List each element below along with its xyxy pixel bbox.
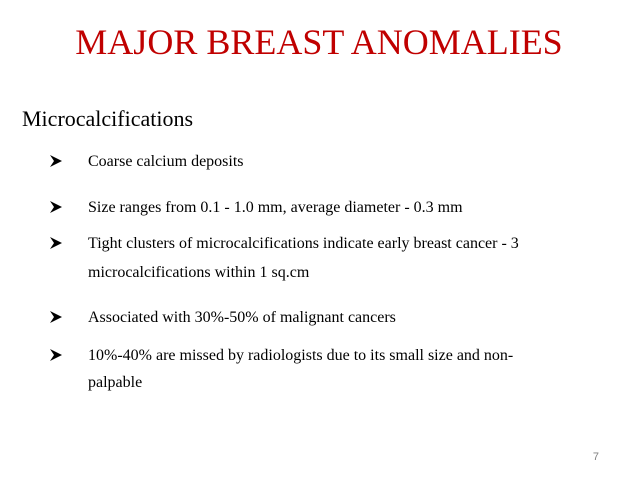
bullet-text-continuation: microcalcifications within 1 sq.cm: [88, 264, 310, 281]
bullet-text: 10%-40% are missed by radiologists due to its small size and non-: [88, 347, 514, 364]
bullet-text: Associated with 30%-50% of malignant cancers: [88, 309, 396, 326]
bullet-text: Size ranges from 0.1 - 1.0 mm, average diameter - 0.3 mm: [88, 199, 463, 216]
arrow-bullet-icon: [49, 154, 63, 168]
section-heading: Microcalcifications: [22, 106, 194, 131]
arrow-bullet-icon: [49, 236, 63, 250]
slide-number: 7: [592, 451, 599, 463]
slide-title: MAJOR BREAST ANOMALIES: [75, 22, 563, 62]
arrow-bullet-icon: [49, 310, 63, 324]
arrow-bullet-icon: [49, 348, 63, 362]
bullet-text: Coarse calcium deposits: [88, 153, 244, 170]
bullet-text: Tight clusters of microcalcifications indicate early breast cancer - 3: [88, 235, 519, 252]
bullet-text-continuation: palpable: [88, 374, 143, 391]
arrow-bullet-icon: [49, 200, 63, 214]
